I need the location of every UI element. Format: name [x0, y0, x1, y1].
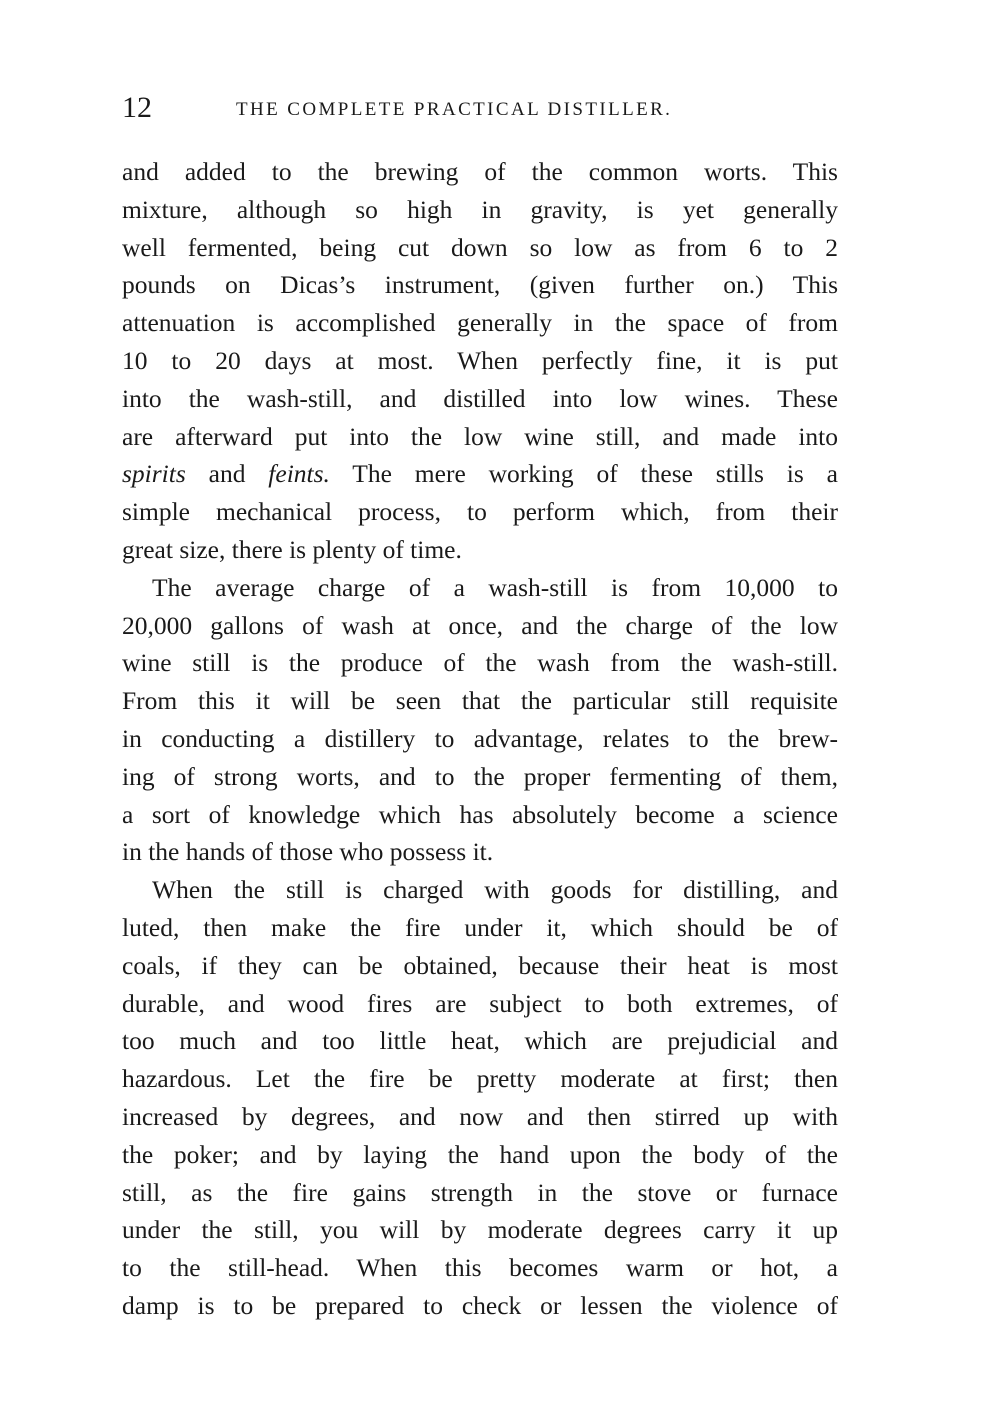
text-line: When the still is charged with goods for distilling, and	[152, 875, 838, 905]
text-line: luted, then make the fire under it, which should be of	[122, 912, 838, 942]
text-line: durable, and wood fires are subject to both extremes, of	[122, 988, 838, 1018]
text-line: the poker; and by laying the hand upon the body of the	[122, 1139, 838, 1169]
text-line: in conducting a distillery to advantage, relates to the brew-	[122, 723, 838, 753]
text-line: pounds on Dicas’s instrument, (given further on.) This	[122, 270, 838, 300]
text-fragment: and	[185, 459, 269, 489]
italic-term-spirits: spirits	[122, 459, 186, 489]
text-line: under the still, you will by moderate degrees carry it up	[122, 1215, 838, 1245]
text-line-with-italics	[122, 455, 838, 493]
text-line: well fermented, being cut down so low as from 6 to 2	[122, 232, 838, 262]
text-fragment: The mere working of these stills is a	[329, 459, 838, 489]
text-line: wine still is the produce of the wash from the wash-still.	[122, 648, 838, 678]
text-line: still, as the fire gains strength in the stove or furnace	[122, 1177, 838, 1207]
text-line: The average charge of a wash-still is from 10,000 to	[152, 572, 838, 602]
text-line: great size, there is plenty of time.	[122, 534, 462, 564]
text-line: too much and too little heat, which are prejudicial and	[122, 1026, 838, 1056]
text-line: 20,000 gallons of wash at once, and the charge of the low	[122, 610, 838, 640]
text-line: mixture, although so high in gravity, is yet generally	[122, 194, 838, 224]
text-line: attenuation is accomplished generally in the space of from	[122, 308, 838, 338]
text-line: and added to the brewing of the common worts. This	[122, 157, 838, 186]
text-line: 10 to 20 days at most. When perfectly fine, it is put	[122, 345, 838, 375]
text-line: ing of strong worts, and to the proper fermenting of them,	[122, 761, 838, 791]
text-line: simple mechanical process, to perform which, from their	[122, 497, 838, 527]
running-title: THE COMPLETE PRACTICAL DISTILLER.	[236, 99, 673, 120]
text-line: in the hands of those who possess it.	[122, 837, 494, 867]
text-line: to the still-head. When this becomes warm or hot, a	[122, 1253, 838, 1283]
italic-term-feints: feints.	[268, 459, 330, 489]
text-line: are afterward put into the low wine still, and made into	[122, 421, 838, 451]
page-number: 12	[122, 91, 152, 124]
running-head	[122, 90, 838, 130]
text-line: damp is to be prepared to check or lessen the violence of	[122, 1290, 838, 1320]
text-line: coals, if they can be obtained, because their heat is most	[122, 950, 838, 980]
text-line: into the wash-still, and distilled into low wines. These	[122, 383, 838, 413]
body-text	[122, 153, 838, 1325]
text-line: hazardous. Let the fire be pretty moderate at first; then	[122, 1064, 838, 1094]
text-line: From this it will be seen that the particular still requisite	[122, 686, 838, 716]
text-line: a sort of knowledge which has absolutely become a science	[122, 799, 838, 829]
text-line: increased by degrees, and now and then stirred up with	[122, 1101, 838, 1131]
